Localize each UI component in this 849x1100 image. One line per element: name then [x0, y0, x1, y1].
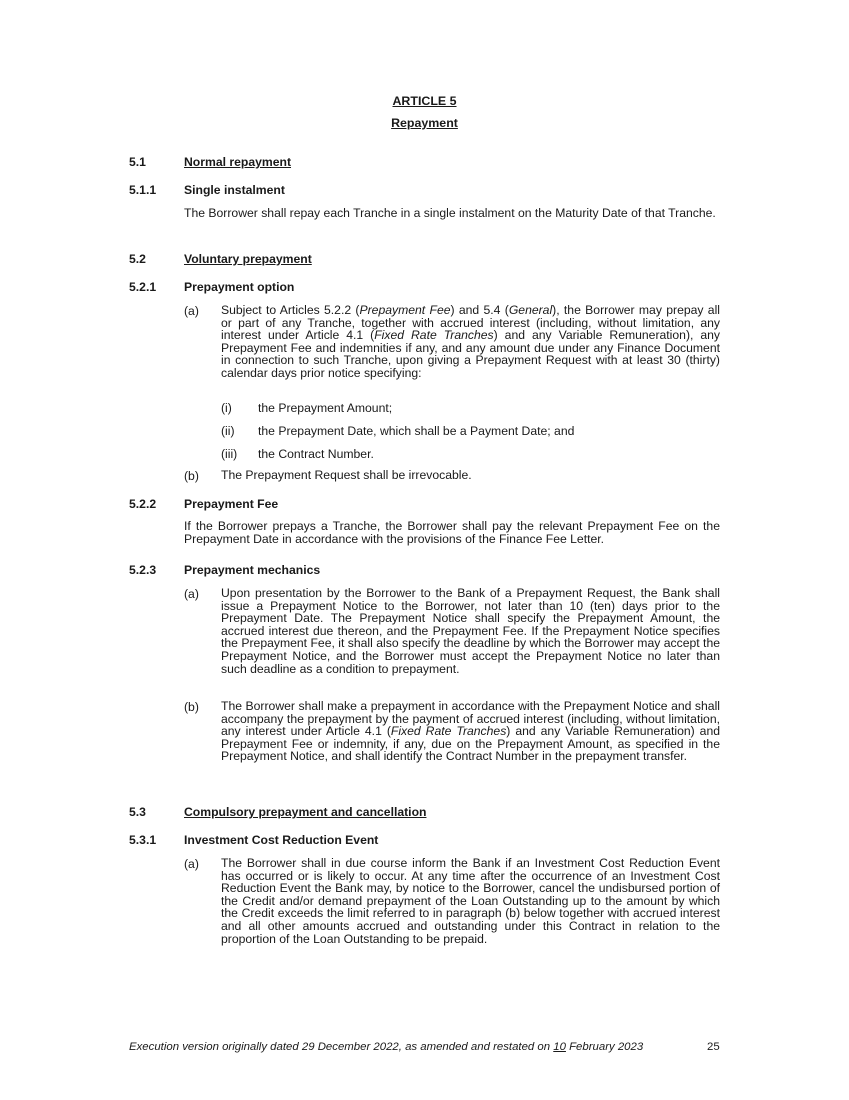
section-number: 5.3	[129, 805, 146, 819]
clause-text: If the Borrower prepays a Tranche, the Borrower shall pay the relevant Prepayment Fee on the Prepayment Date in accordance with the provisions of the Finance Fee Letter.	[184, 519, 720, 546]
item-label: (iii)	[221, 447, 238, 461]
clause-number: 5.2.2	[129, 497, 157, 511]
item-label: (i)	[221, 401, 232, 415]
article-subtitle: Repayment	[391, 116, 458, 130]
paragraph-label: (b)	[184, 700, 199, 714]
item-label: (ii)	[221, 424, 235, 438]
clause-heading: Investment Cost Reduction Event	[184, 833, 379, 847]
item-text: the Contract Number.	[258, 447, 374, 461]
section-heading: Voluntary prepayment	[184, 252, 312, 266]
clause-number: 5.3.1	[129, 833, 157, 847]
clause-heading: Prepayment Fee	[184, 497, 279, 511]
paragraph-text: The Borrower shall make a prepayment in accordance with the Prepayment Notice and shall accompany the prepayment by the payment of accrued interest (including, without limitation, any interest under Article 4.1 (Fixed Rate Tranches) and any Variable Remuneration) and Prepayment Fee or indemnity, if any, due on the Prepayment Amount, as specified in the Prepayment Notice, and shall identify the Contract Number in the prepayment transfer.	[221, 699, 721, 764]
clause-text: The Borrower shall repay each Tranche in a single instalment on the Maturity Date of that Tranche.	[184, 206, 716, 220]
page-number: 25	[707, 1041, 720, 1053]
clause-heading: Prepayment option	[184, 280, 295, 294]
clause-number: 5.2.3	[129, 563, 157, 577]
paragraph-text: The Prepayment Request shall be irrevocable.	[221, 468, 472, 482]
paragraph-text: Upon presentation by the Borrower to the Bank of a Prepayment Request, the Bank shall issue a Prepayment Notice to the Borrower, not later than 10 (ten) days prior to the Prepayment Date. The Prepayment Notice shall specify the Prepayment Amount, the accrued interest due thereon, and the Prepayment Fee. If the Prepayment Notice specifies the Prepayment Fee, it shall also specify the deadline by which the Borrower may accept the Prepayment Notice, and the Borrower must accept the Prepayment Notice no later than such deadline as a condition to prepayment.	[221, 586, 720, 676]
item-text: the Prepayment Amount;	[258, 401, 393, 415]
section-number: 5.1	[129, 155, 146, 169]
paragraph-text: Subject to Articles 5.2.2 (Prepayment Fee) and 5.4 (General), the Borrower may prepay all or part of any Tranche, together with accrued interest (including, without limitation, any interest under Article 4.1 (Fixed Rate Tranches) and any Variable Remuneration), any Prepayment Fee and indemnities if any, and any amount due under any Finance Document in connection to such Tranche, upon giving a Prepayment Request with at least 30 (thirty) calendar days prior notice specifying:	[221, 303, 721, 380]
section-heading: Normal repayment	[184, 155, 292, 169]
clause-number: 5.1.1	[129, 183, 157, 197]
paragraph-label: (b)	[184, 469, 199, 483]
clause-heading: Prepayment mechanics	[184, 563, 321, 577]
item-text: the Prepayment Date, which shall be a Payment Date; and	[258, 424, 575, 438]
paragraph-label: (a)	[184, 587, 199, 601]
section-heading: Compulsory prepayment and cancellation	[184, 805, 427, 819]
paragraph-label: (a)	[184, 304, 199, 318]
paragraph-text: The Borrower shall in due course inform the Bank if an Investment Cost Reduction Event has occurred or is likely to occur. At any time after the occurrence of an Investment Cost Reduction Event the Bank may, by notice to the Borrower, cancel the undisbursed portion of the Credit and/or demand prepayment of the Loan Outstanding up to the amount by which the Credit exceeds the limit referred to in paragraph (b) below together with accrued interest and all other amounts accrued and outstanding under this Contract in relation to the proportion of the Loan Outstanding to be prepaid.	[221, 856, 720, 946]
page-footer: Execution version originally dated 29 December 2022, as amended and restated on 10 February 2023	[129, 1041, 644, 1053]
paragraph-label: (a)	[184, 857, 199, 871]
clause-heading: Single instalment	[184, 183, 285, 197]
clause-number: 5.2.1	[129, 280, 157, 294]
article-title: ARTICLE 5	[392, 94, 457, 108]
section-number: 5.2	[129, 252, 146, 266]
